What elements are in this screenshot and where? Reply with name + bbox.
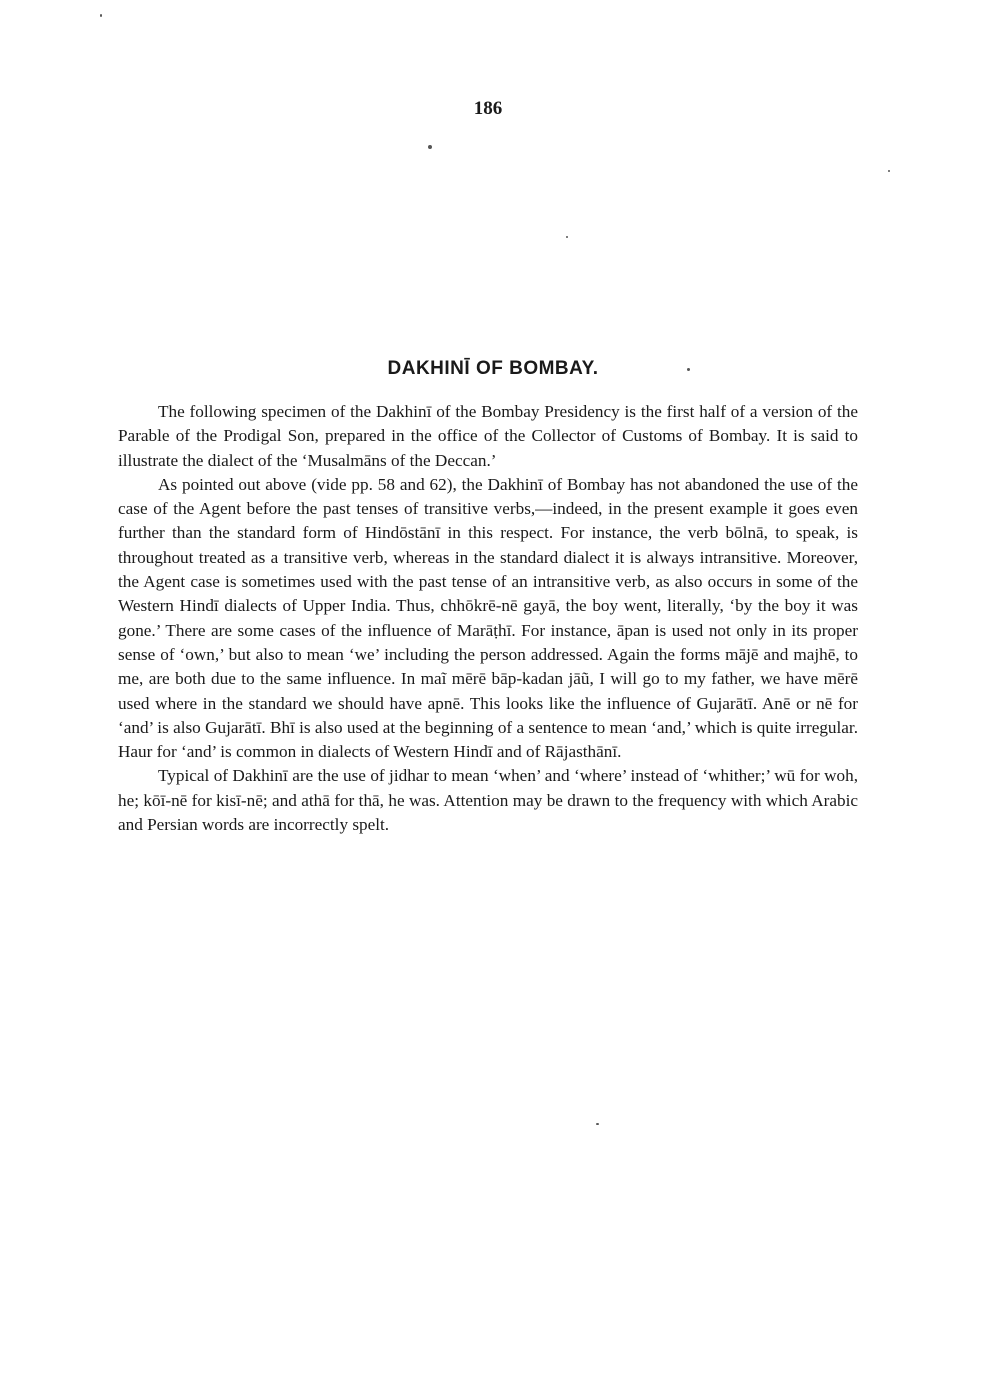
scan-speck (596, 1123, 599, 1125)
scan-speck (100, 14, 102, 17)
paragraph-1: The following specimen of the Dakhinī of the Bombay Presidency is the first half of a version of the Parable of the Prodigal Son, prepared in the office of the Collector of Customs of Bombay. It is said to illustrate the dialect of the ‘Musalmāns of the Deccan.’ (118, 402, 858, 470)
scan-speck (687, 368, 690, 371)
scan-speck (566, 236, 568, 238)
body-text (118, 400, 858, 837)
page-number: 186 (473, 98, 503, 119)
paragraph-2: As pointed out above (vide pp. 58 and 62), the Dakhinī of Bombay has not abandoned the use of the case of the Agent before the past tenses of transitive verbs,—indeed, in the present example it goes even further than the standard form of Hindōstānī in this respect. For instance, the verb bōlnā, to speak, is throughout treated as a transitive verb, whereas in the standard dialect it is always intransitive. Moreover, the Agent case is sometimes used with the past tense of an intransitive verb, as also occurs in some of the Western Hindī dialects of Upper India. Thus, chhōkrē-nē gayā, the boy went, literally, ‘by the boy it was gone.’ There are some cases of the influence of Marāṭhī. For instance, āpan is used not only in its proper sense of ‘own,’ but also to mean ‘we’ including the person addressed. Again the forms mājē and majhē, to me, are both due to the same influence. In maĩ mērē bāp-kadan jāũ, I will go to my father, we have mērē used where in the standard we should have apnē. This looks like the influence of Gujarātī. Anē or nē for ‘and’ is also Gujarātī. Bhī is also used at the beginning of a sentence to mean ‘and,’ which is quite irregular. Haur for ‘and’ is common in dialects of Western Hindī and of Rājasthānī. (118, 474, 858, 762)
scan-speck (428, 145, 432, 149)
paragraph-3: Typical of Dakhinī are the use of jidhar to mean ‘when’ and ‘where’ instead of ‘whither;’ wū for woh, he; kōī-nē for kisī-nē; and athā for thā, he was. Attention may be drawn to the frequency with which Arabic and Persian words are incorrectly spelt. (118, 766, 858, 835)
scan-speck (888, 170, 890, 172)
page-title: DAKHINĪ OF BOMBAY. (387, 358, 599, 379)
